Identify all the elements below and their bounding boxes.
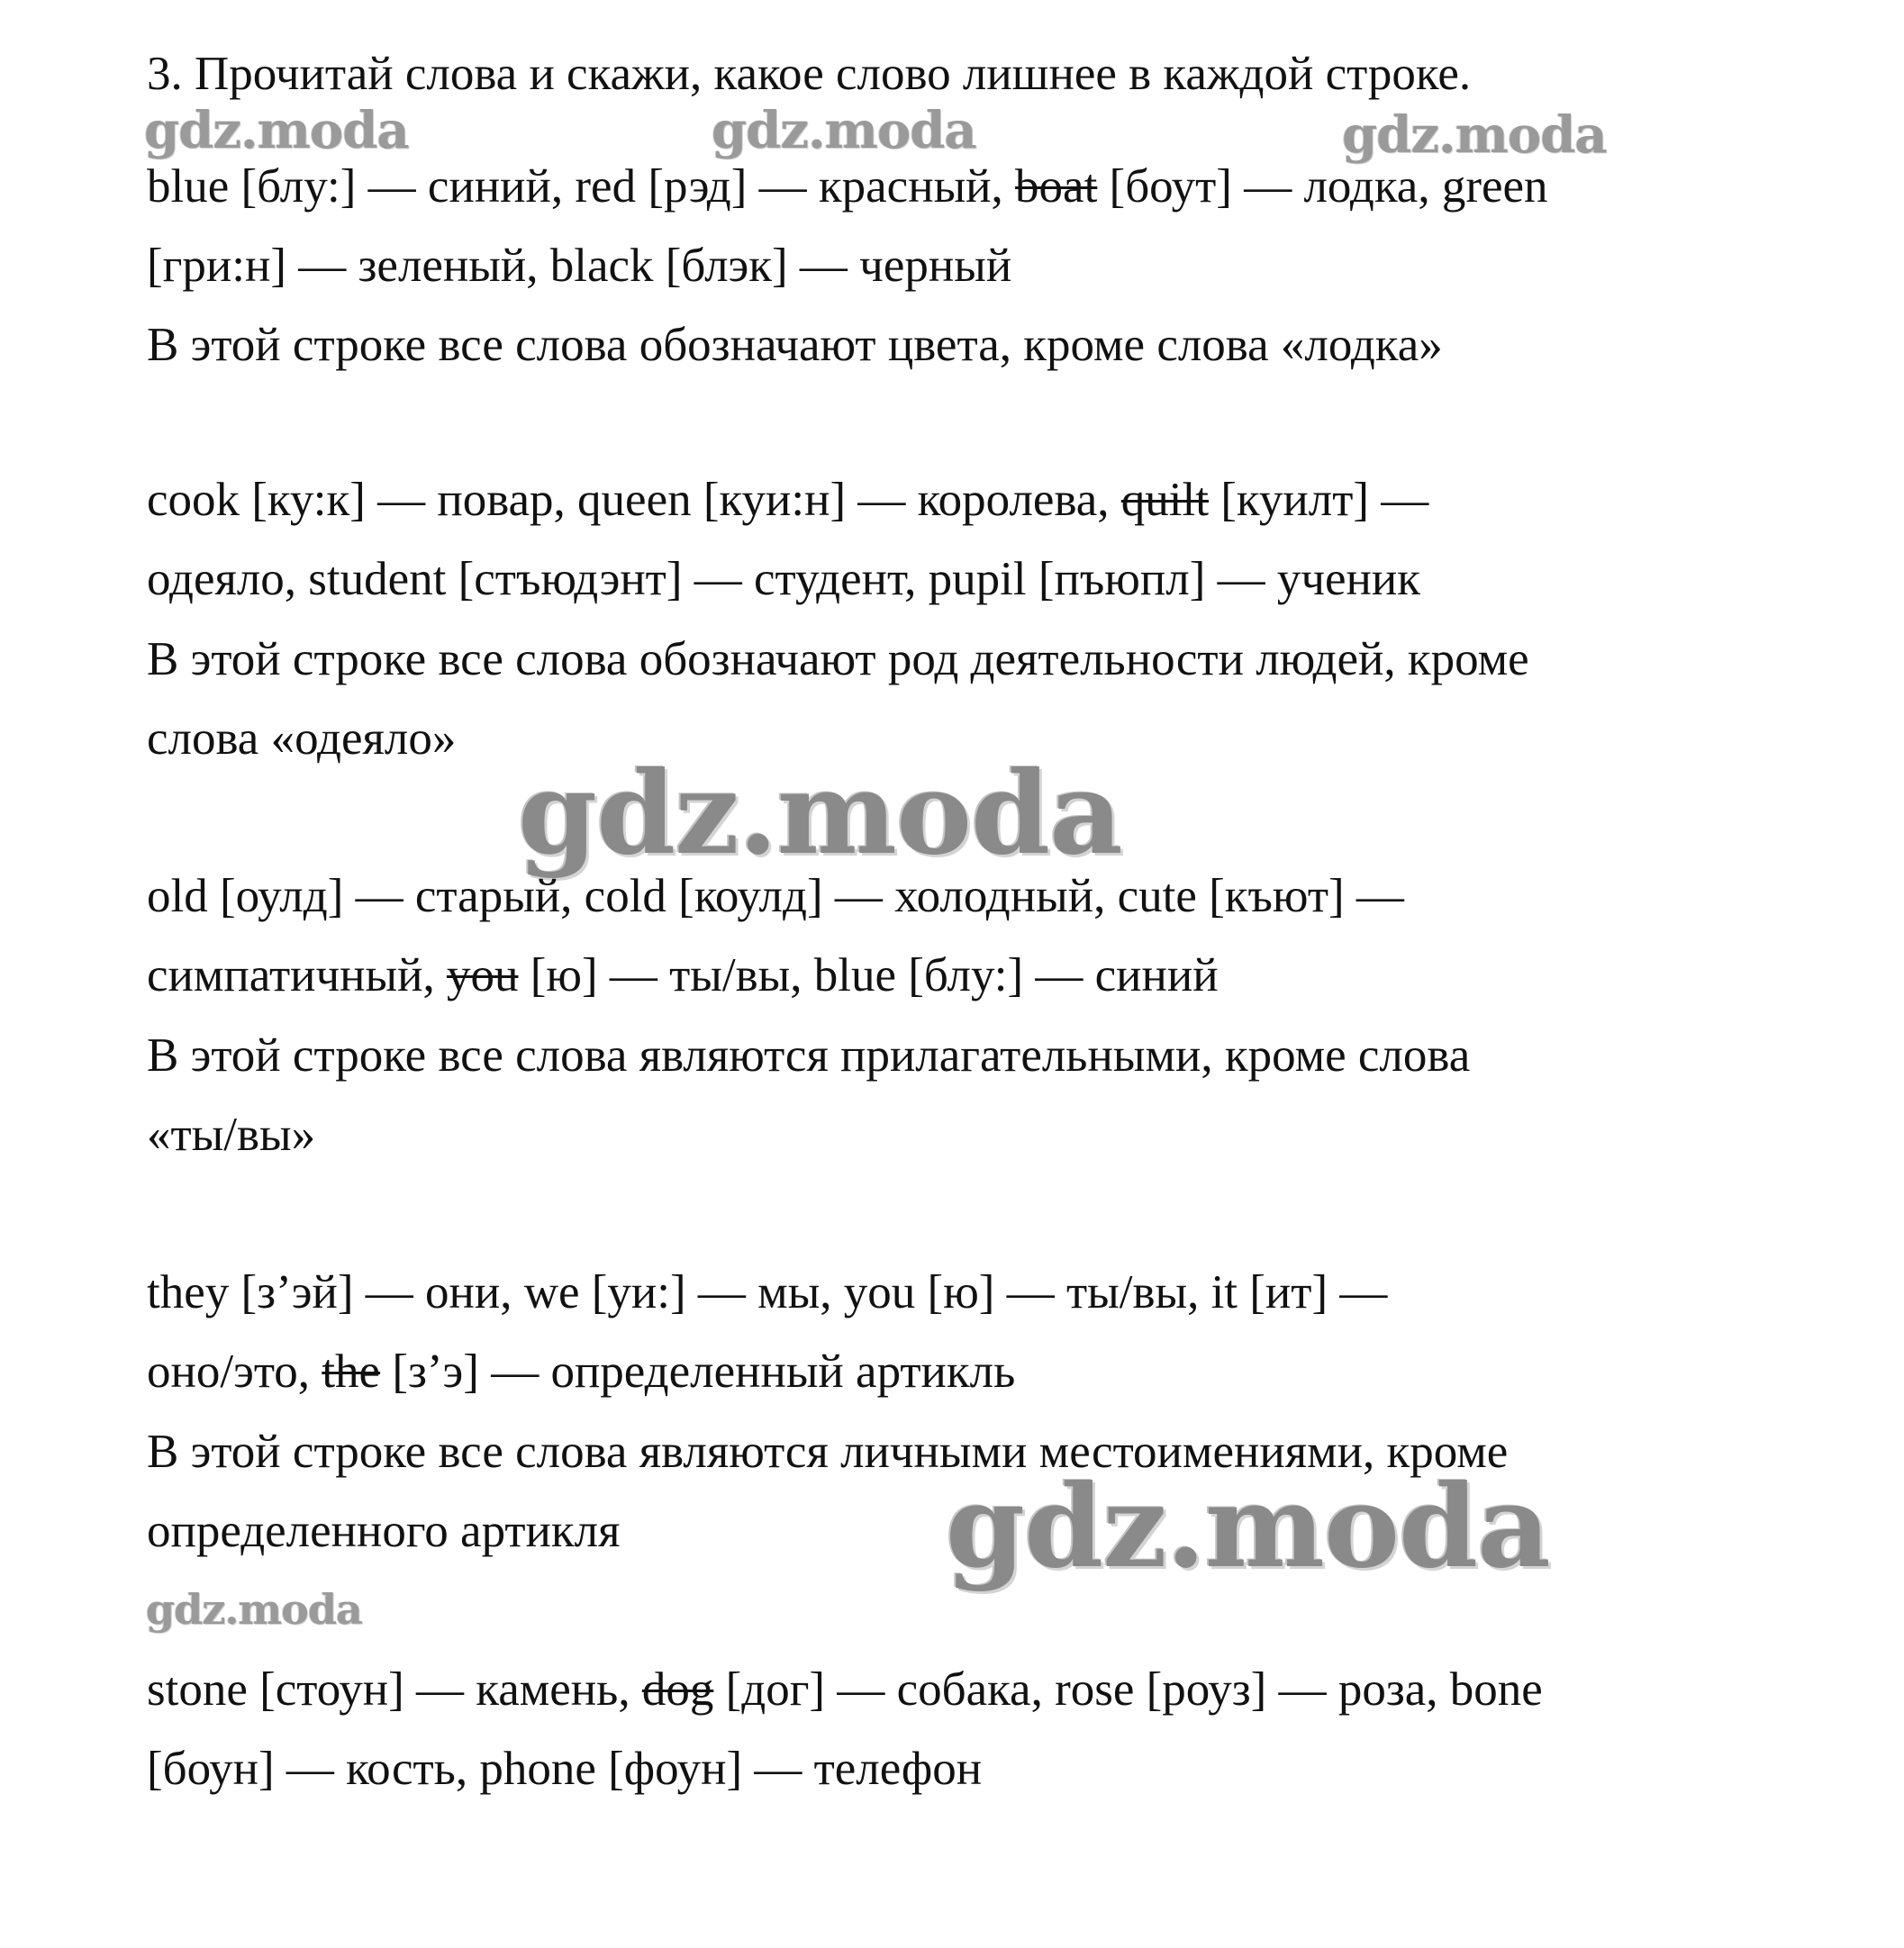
- explanation-line: В этой строке все слова являются прилагательными, кроме слова: [147, 1029, 1471, 1082]
- explanation-line: В этой строке все слова обозначают цвета, кроме слова «лодка»: [147, 319, 1443, 371]
- word-list-line: [боун] — кость, phone [фоун] — телефон: [147, 1743, 983, 1795]
- explanation-line: «ты/вы»: [147, 1109, 316, 1161]
- word-list-line: одеяло, student [стъюдэнт] — студент, pupil [пъюпл] — ученик: [147, 553, 1420, 605]
- word-list-line: симпатичный, you [ю] — ты/вы, blue [блу:] — синий: [147, 949, 1219, 1001]
- odd-word-crossed: dog: [641, 1663, 714, 1716]
- odd-word-crossed: quilt: [1120, 474, 1209, 526]
- watermark-logo: gdz.moda: [144, 101, 409, 160]
- word-list-line: stone [стоун] — камень, dog [дог] — собака, rose [роуз] — роза, bone: [147, 1663, 1543, 1716]
- watermark-logo: gdz.moda: [946, 1460, 1550, 1593]
- word-list-line: old [оулд] — старый, cold [коулд] — холодный, cute [къют] —: [147, 870, 1404, 922]
- word-list-line: they [з’эй] — они, we [уи:] — мы, you [ю] — ты/вы, it [ит] —: [147, 1266, 1388, 1318]
- watermark-logo: gdz.moda: [712, 101, 976, 160]
- odd-word-crossed: boat: [1015, 160, 1098, 213]
- odd-word-crossed: you: [446, 949, 519, 1001]
- odd-word-crossed: the: [322, 1345, 381, 1398]
- explanation-line: В этой строке все слова являются личными местоимениями, кроме: [147, 1426, 1509, 1478]
- word-list-line: cook [ку:к] — повар, queen [куи:н] — королева, quilt [куилт] —: [147, 474, 1429, 526]
- word-list-line: [гри:н] — зеленый, black [блэк] — черный: [147, 240, 1012, 292]
- explanation-line: слова «одеяло»: [147, 712, 457, 765]
- watermark-logo: gdz.moda: [1342, 105, 1607, 165]
- word-list-line: оно/это, the [з’э] — определенный артикль: [147, 1345, 1016, 1398]
- word-list-line: blue [блу:] — синий, red [рэд] — красный, boat [боут] — лодка, green: [147, 160, 1548, 213]
- explanation-line: В этой строке все слова обозначают род деятельности людей, кроме: [147, 633, 1529, 685]
- watermark-logo: gdz.moda: [518, 747, 1122, 880]
- watermark-logo: gdz.moda: [146, 1585, 362, 1634]
- exercise-title: 3. Прочитай слова и скажи, какое слово лишнее в каждой строке.: [147, 48, 1472, 100]
- explanation-line: определенного артикля: [147, 1505, 621, 1557]
